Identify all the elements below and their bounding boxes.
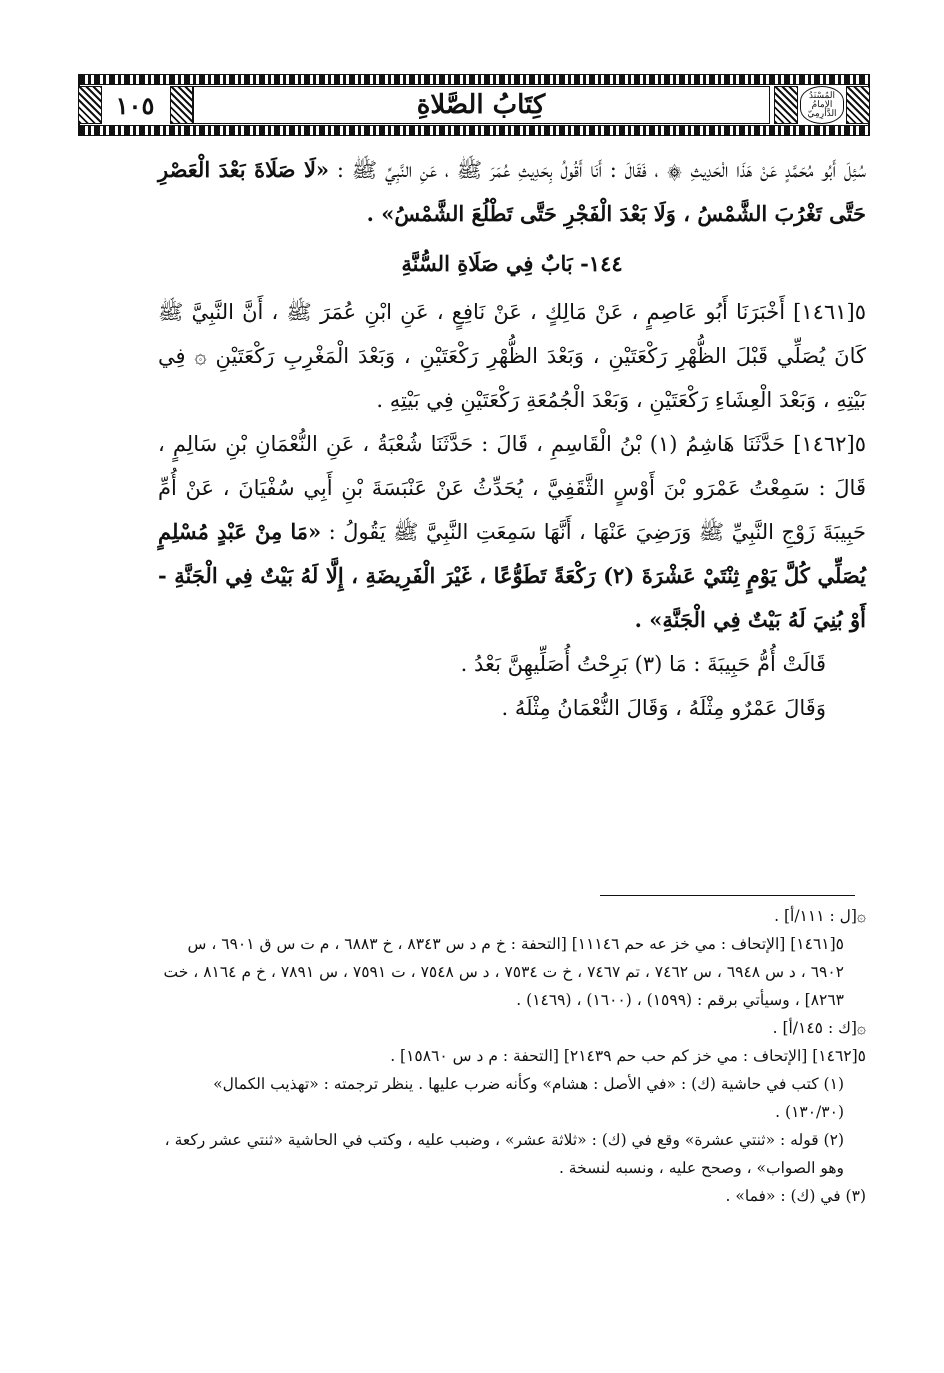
chapter-heading: ١٤٤- بَابٌ فِي صَلَاةِ السُّنَّةِ (401, 251, 623, 276)
quote-amr: وَقَالَ عَمْرٌو مِثْلَهُ ، وَقَالَ النُّعْمَانُ مِثْلَهُ . (501, 696, 826, 720)
page-header (78, 74, 870, 136)
ornament-left-inner (170, 86, 194, 124)
intro-text: سُئِلَ أَبُو مُحَمَّدٍ عَنْ هَذَا الْحَدِيثِ ۞ ، فَقَالَ : أَنَا أَقُولُ بِحَدِيثِ عُمَرَ ﷺ ، عَنِ النَّبِيِّ ﷺ : (336, 158, 866, 182)
footnote-3: ۞[ك : ١٤٥/أ] . (772, 1019, 866, 1037)
book-title: كِتَابُ الصَّلاةِ (416, 90, 546, 120)
seal-logo: المُسْنَدُ الإمامُ الدَّارِمِيّ (800, 86, 844, 124)
title-box (192, 86, 770, 124)
ornament-right (846, 86, 870, 124)
footnote-6: (٢) قوله : «ثنتي عشرة» وقع في (ك) : «ثلاثة عشر» ، وضبب عليه ، وكتب في الحاشية «ثنتي عشر ركعة ، وهو الصواب» ، وصحح عليه ، ونسبه لنسخة . (164, 1131, 844, 1177)
paragraph-intro (158, 148, 866, 236)
main-text (158, 148, 866, 730)
hadith-1462-text: ٥[١٤٦٢] حَدَّثَنَا هَاشِمُ (١) بْنُ الْقَاسِمِ ، قَالَ : حَدَّثَنَا شُعْبَةُ ، عَنِ النُّعْمَانِ بْنِ سَالِمٍ ، قَالَ : سَمِعْتُ عَمْرَو بْنَ أَوْسٍ الثَّقَفِيَّ ، يُحَدِّثُ عَنْ عَنْبَسَةَ بْنِ أَبِي سُفْيَانَ ، عَنْ أُمِّ حَبِيبَةَ زَوْجِ النَّبِيِّ ﷺ وَرَضِيَ عَنْهَا ، أَنَّهَا سَمِعَتِ النَّبِيَّ ﷺ يَقُولُ : (158, 432, 867, 544)
footnote-1: ۞[ل : ١١١/أ] . (774, 907, 866, 925)
footnotes (158, 902, 866, 1210)
hadith-1462-quote: «مَا مِنْ عَبْدٍ مُسْلِمٍ يُصَلِّي كُلَّ يَوْمٍ ثِنْتَيْ عَشْرَةَ (٢) رَكْعَةً تَطَوُّعًا ، غَيْرَ الْفَرِيضَةِ ، إِلَّا لَهُ بَيْتٌ فِي الْجَنَّةِ - أَوْ بُنِيَ لَهُ بَيْتٌ فِي الْجَنَّةِ» . (158, 519, 866, 632)
quote-umm-habiba: قَالَتْ أُمُّ حَبِيبَةَ : مَا (٣) بَرِحْتُ أُصَلِّيهِنَّ بَعْدُ . (460, 652, 826, 676)
footnote-5: (١) كتب في حاشية (ك) : «في الأصل : هشام» وكأنه ضرب عليها . ينظر ترجمته : «تهذيب الكمال» (١٣٠/٣٠) . (213, 1075, 844, 1121)
ornament-right-inner (774, 86, 798, 124)
hadith-1461: ٥[١٤٦١] أَخْبَرَنَا أَبُو عَاصِمٍ ، عَنْ مَالِكٍ ، عَنْ نَافِعٍ ، عَنِ ابْنِ عُمَرَ ﷺ ، أَنَّ النَّبِيَّ ﷺ كَانَ يُصَلِّي قَبْلَ الظُّهْرِ رَكْعَتَيْنِ ، وَبَعْدَ الظُّهْرِ رَكْعَتَيْنِ ، وَبَعْدَ الْمَغْرِبِ رَكْعَتَيْنِ ۞ فِي بَيْتِهِ ، وَبَعْدَ الْعِشَاءِ رَكْعَتَيْنِ ، وَبَعْدَ الْجُمُعَةِ رَكْعَتَيْنِ فِي بَيْتِهِ . (158, 300, 866, 412)
page-number: ١٠٥ (115, 90, 155, 120)
ornament-left (78, 86, 102, 124)
footnote-7: (٣) في (ك) : «فما» . (725, 1187, 866, 1205)
hadith-1462 (158, 422, 866, 642)
footnote-4: ٥[١٤٦٢] [الإتحاف : مي خز كم حب حم ٢١٤٣٩] [التحفة : م د س ١٥٨٦٠] . (390, 1047, 866, 1065)
footnote-2: ٥[١٤٦١] [الإتحاف : مي خز عه حم ١١١٤٦] [التحفة : خ م د س ٨٣٤٣ ، خ ٦٨٨٣ ، م ت س ق ٦٩٠١ ، س ٦٩٠٢ ، د س ٦٩٤٨ ، س ٧٤٦٢ ، تم ٧٤٦٧ ، خ ت ٧٥٣٤ ، د س ٧٥٤٨ ، ت ٧٥٩١ ، س ٧٨٩١ ، خ م ٨١٦٤ ، خت ٨٢٦٣] ، وسيأتي برقم : (١٥٩٩) ، (١٦٠٠) ، (١٤٦٩) . (163, 935, 844, 1009)
footnote-separator (600, 895, 855, 896)
hadith-quote: «لَا صَلَاةَ بَعْدَ الْعَصْرِ حَتَّى تَغْرُبَ الشَّمْسُ ، وَلَا بَعْدَ الْفَجْرِ حَتَّى تَطْلُعَ الشَّمْسُ» . (158, 157, 866, 226)
